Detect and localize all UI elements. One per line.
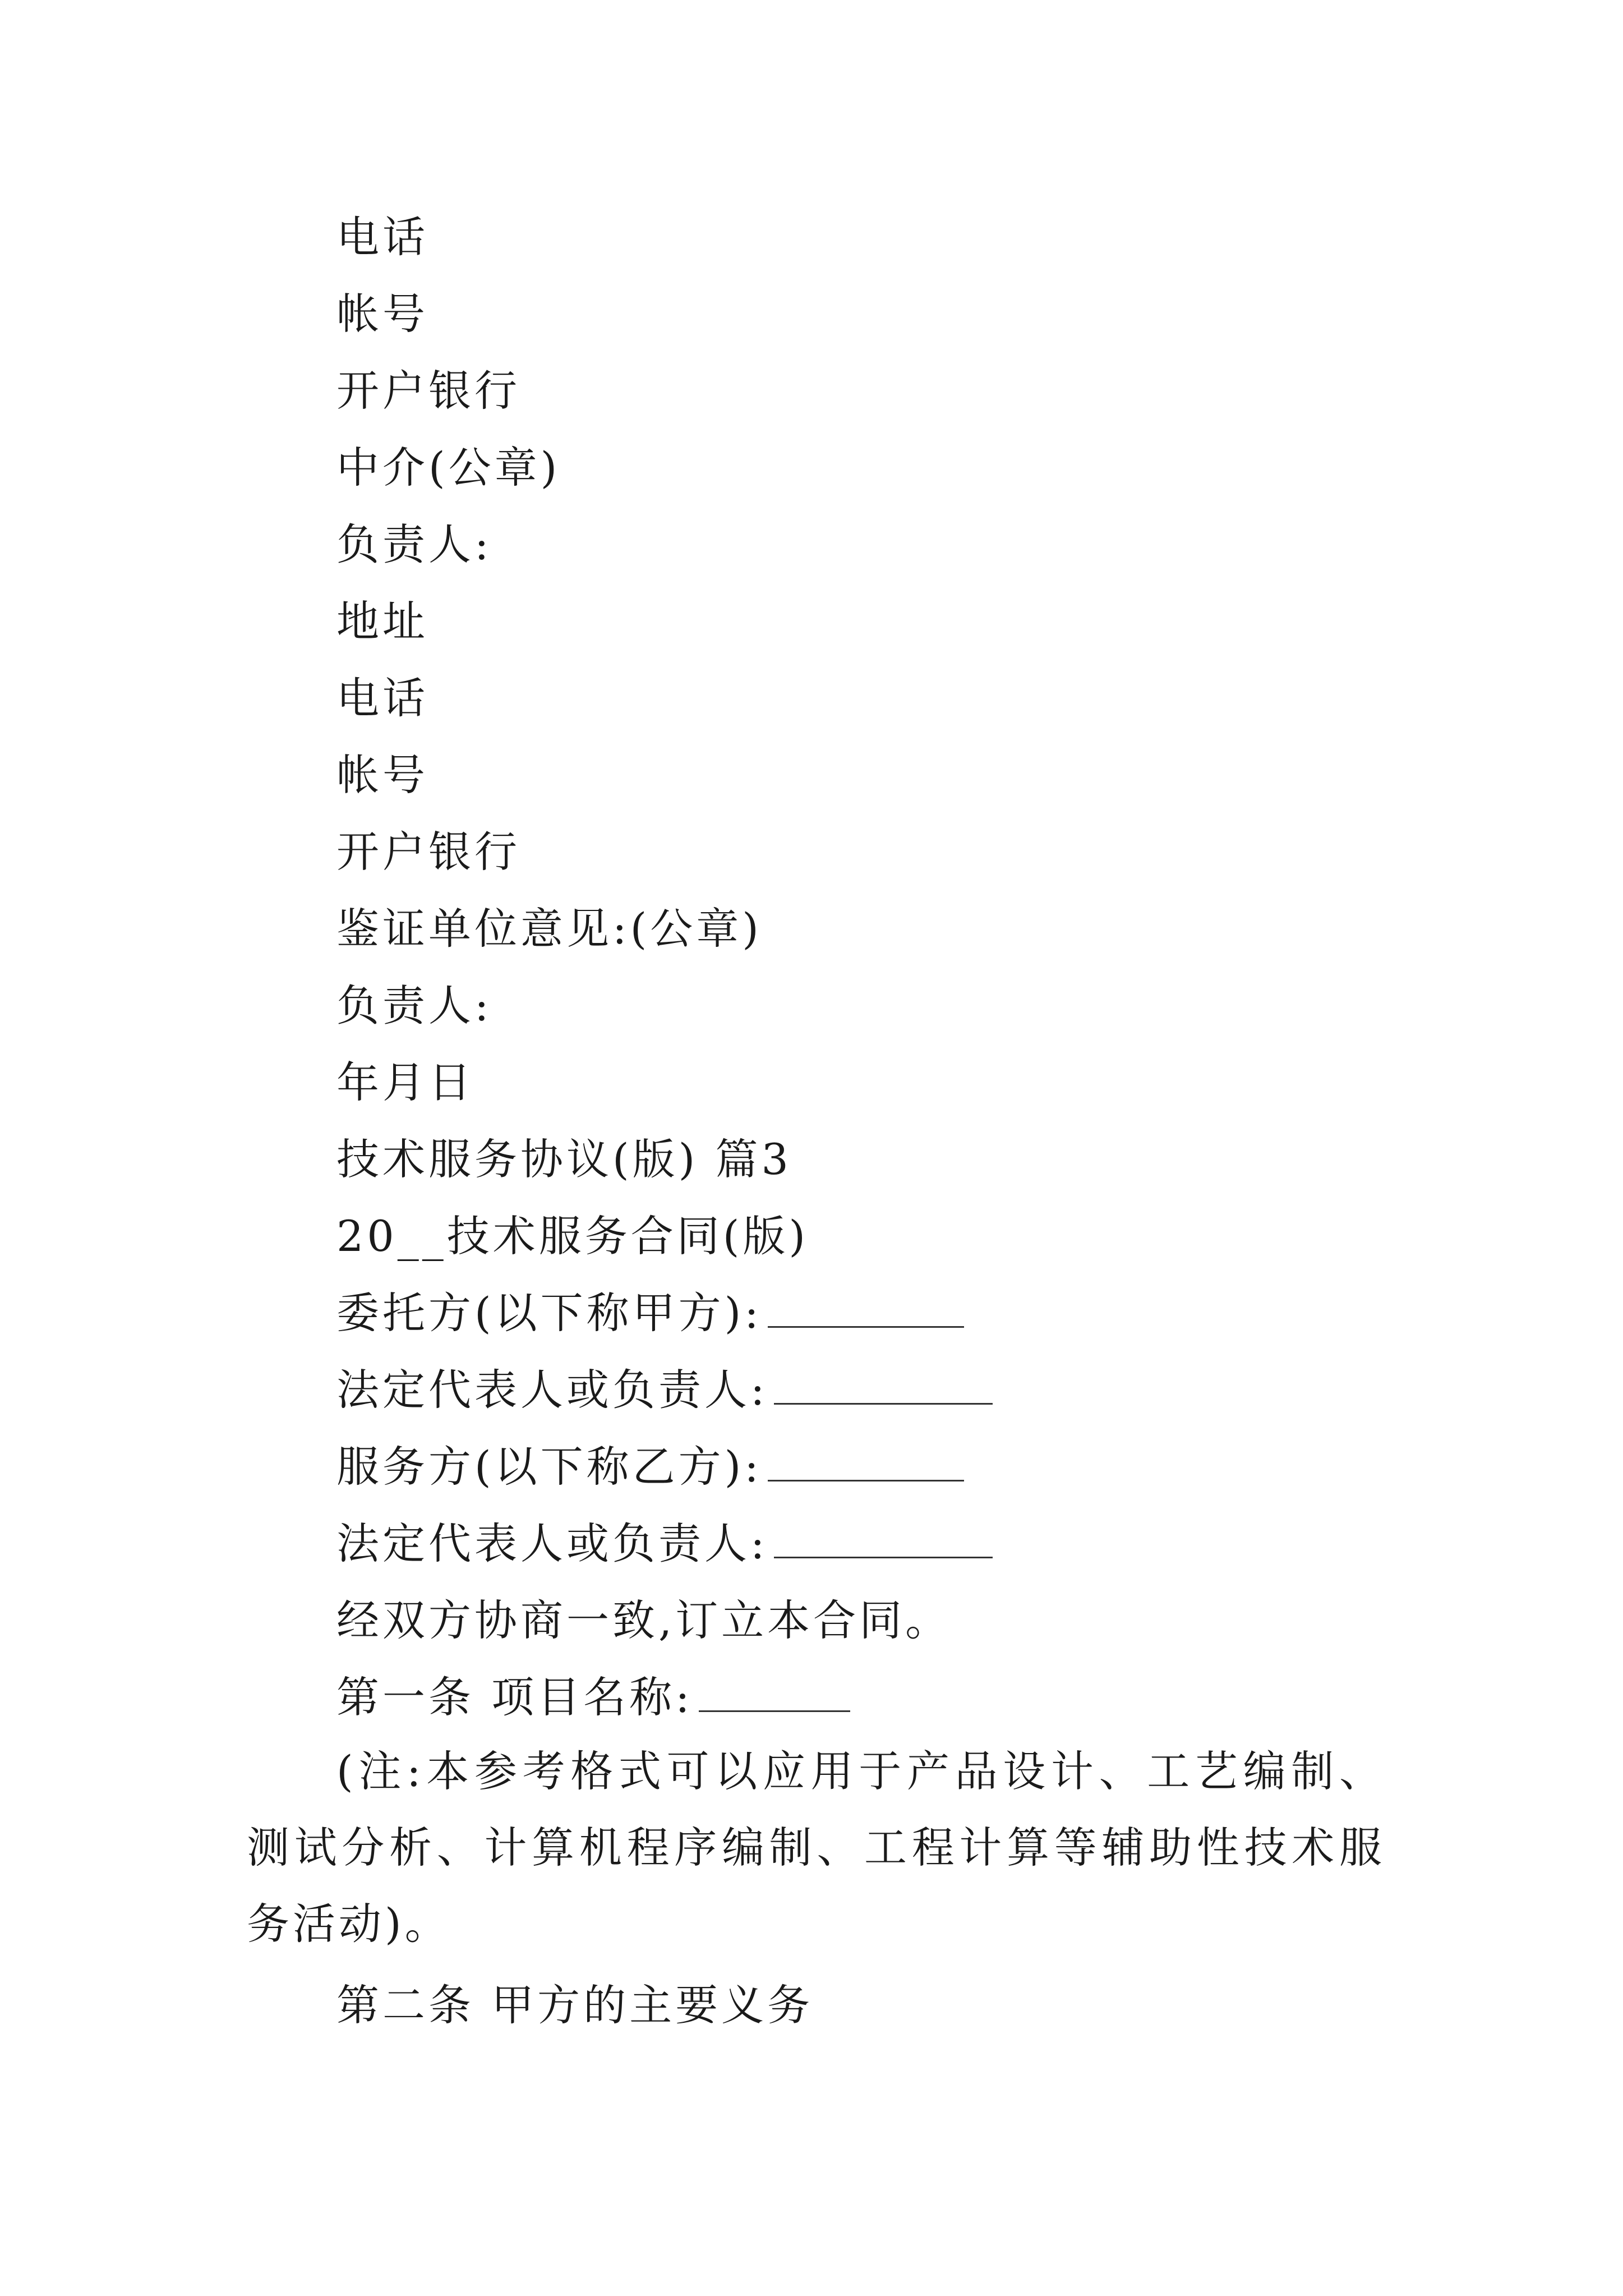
client-party-label: 委托方(以下称甲方): [336, 1288, 762, 1338]
article-two-heading: 第二条 甲方的主要义务 [336, 1980, 814, 2030]
section-heading: 技术服务协议(版) 篇3 [336, 1134, 792, 1184]
service-party-label: 服务方(以下称乙方): [336, 1442, 762, 1492]
client-party-blank[interactable] [768, 1289, 964, 1328]
responsible-person-label-1: 负责人: [336, 519, 492, 569]
bank-label-2: 开户银行 [336, 827, 520, 877]
client-representative-row [336, 1363, 993, 1417]
account-label-1: 帐号 [336, 289, 428, 339]
intermediary-seal-label: 中介(公章) [336, 443, 561, 493]
responsible-person-label-2: 负责人: [336, 981, 492, 1030]
client-representative-label: 法定代表人或负责人: [336, 1365, 768, 1415]
phone-label-2: 电话 [336, 673, 428, 723]
service-party-blank[interactable] [768, 1443, 964, 1481]
service-party-row [336, 1440, 964, 1494]
client-representative-blank[interactable] [774, 1366, 993, 1405]
bank-label-1: 开户银行 [336, 366, 520, 416]
account-label-2: 帐号 [336, 750, 428, 800]
address-label: 地址 [336, 596, 428, 646]
agreement-statement: 经双方协商一致,订立本合同。 [336, 1595, 952, 1645]
article-one-label: 第一条 项目名称: [336, 1672, 693, 1722]
project-name-blank[interactable] [699, 1673, 850, 1712]
date-label: 年月日 [336, 1057, 474, 1107]
note-paragraph: (注:本参考格式可以应用于产品设计、工艺编制、测试分析、计算机程序编制、工程计算等辅助性技术服务活动)。 [247, 1746, 1385, 1949]
service-representative-row [336, 1517, 993, 1571]
service-representative-label: 法定代表人或负责人: [336, 1519, 768, 1568]
contract-title: 20__技术服务合同(版) [336, 1211, 809, 1261]
article-one-row [336, 1671, 850, 1724]
service-representative-blank[interactable] [774, 1520, 993, 1558]
client-party-row [336, 1286, 964, 1340]
verification-opinion-label: 鉴证单位意见:(公章) [336, 904, 762, 954]
phone-label-1: 电话 [336, 212, 428, 262]
